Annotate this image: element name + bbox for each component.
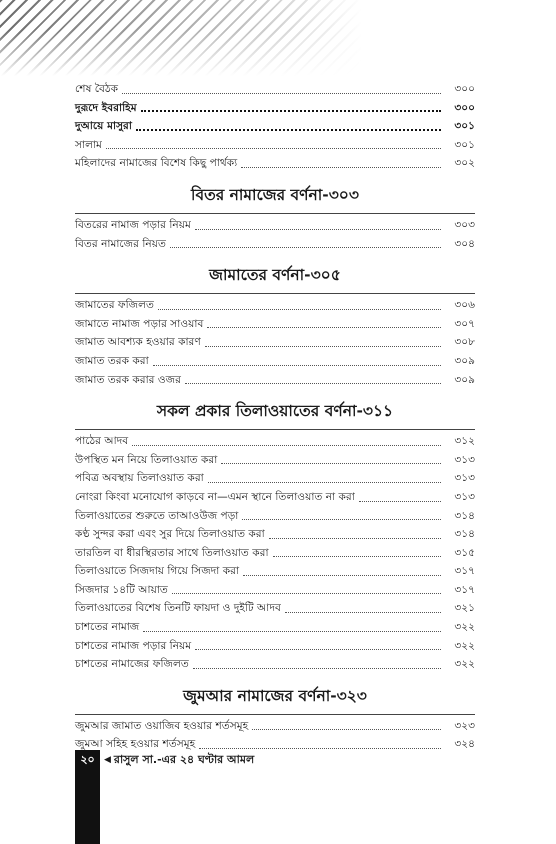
toc-entry-title: জামাতের ফজিলত bbox=[75, 299, 154, 312]
triangle-left-icon: ◀ bbox=[104, 755, 111, 765]
toc-entry-page: ৩১৩ bbox=[454, 453, 475, 466]
dot-leader bbox=[158, 308, 441, 310]
toc-entry-page: ৩১৪ bbox=[454, 528, 475, 541]
dot-leader bbox=[136, 128, 441, 131]
toc-entry-title: নোংরা কিংবা মনোযোগ কাড়বে না—এমন স্থানে তিলাওয়াত না করা bbox=[75, 490, 355, 503]
toc-entry[interactable] bbox=[75, 581, 475, 600]
toc-entry-page: ৩০৯ bbox=[454, 373, 475, 386]
toc-entry[interactable] bbox=[75, 655, 475, 674]
toc-entry[interactable] bbox=[75, 525, 475, 544]
toc-entry-page: ৩০৮ bbox=[454, 336, 475, 349]
toc-entry-page: ৩০৬ bbox=[454, 299, 475, 312]
toc-entry-title: চাশতের নামাজ পড়ার নিয়ম bbox=[75, 639, 192, 652]
toc-entry-title: জামাত তরক করার ওজর bbox=[75, 373, 181, 386]
toc-entry-title: সালাম bbox=[75, 138, 102, 151]
toc-entry-title: পাঠের আদব bbox=[75, 435, 129, 448]
toc-entry-title: শেষ বৈঠক bbox=[75, 83, 119, 95]
toc-entry-title: পবিত্র অবস্থায় তিলাওয়াত করা bbox=[75, 472, 204, 485]
toc-entry-page: ৩০০ bbox=[454, 101, 475, 114]
dot-leader bbox=[205, 345, 441, 347]
toc-entry[interactable] bbox=[75, 216, 475, 235]
page-number: ২০ bbox=[75, 750, 100, 770]
toc-entry-page: ৩০১ bbox=[454, 138, 475, 151]
dot-leader bbox=[359, 500, 441, 502]
toc-entry[interactable] bbox=[75, 488, 475, 507]
section-heading: জুমআর নামাজের বর্ণনা-৩২৩ bbox=[75, 678, 475, 715]
toc-entry[interactable] bbox=[75, 352, 475, 371]
toc-entry-title: বিতরের নামাজ পড়ার নিয়ম bbox=[75, 218, 191, 231]
dot-leader bbox=[153, 364, 441, 366]
dot-leader bbox=[170, 246, 441, 248]
toc-entry-page: ৩২২ bbox=[454, 621, 475, 634]
book-title: রাসুল সা.-এর ২৪ ঘণ্টার আমল bbox=[113, 752, 255, 766]
toc-entry-page: ৩২১ bbox=[454, 602, 475, 615]
toc-entry-page: ৩১৪ bbox=[454, 509, 475, 522]
toc-entry[interactable] bbox=[75, 235, 475, 254]
dot-leader bbox=[221, 462, 441, 464]
toc-entry[interactable] bbox=[75, 618, 475, 637]
dot-leader bbox=[122, 92, 441, 94]
toc-entry[interactable] bbox=[75, 371, 475, 390]
toc-entry-page: ৩০০ bbox=[454, 83, 475, 95]
toc-entry-title: বিতর নামাজের নিয়ত bbox=[75, 237, 166, 250]
toc-entry-title: জামাতে নামাজ পড়ার সাওয়াব bbox=[75, 317, 204, 330]
toc-entry-page: ৩২৩ bbox=[454, 719, 475, 732]
toc-entry[interactable] bbox=[75, 154, 475, 173]
toc-entry[interactable] bbox=[75, 432, 475, 451]
section-heading: সকল প্রকার তিলাওয়াতের বর্ণনা-৩১১ bbox=[75, 393, 475, 430]
section-heading: বিতর নামাজের বর্ণনা-৩০৩ bbox=[75, 177, 475, 214]
toc-entry-page: ৩২২ bbox=[454, 639, 475, 652]
dot-leader bbox=[242, 518, 441, 520]
dot-leader bbox=[199, 747, 441, 749]
toc-entry-page: ৩০৩ bbox=[454, 218, 475, 231]
toc-entry-page: ৩১৭ bbox=[454, 565, 475, 578]
table-of-contents bbox=[75, 80, 475, 754]
dot-leader bbox=[207, 326, 441, 328]
dot-leader bbox=[195, 228, 441, 230]
toc-entry[interactable] bbox=[75, 717, 475, 736]
toc-entry[interactable] bbox=[75, 469, 475, 488]
toc-entry-title: তারতিল বা ধীরস্থিরতার সাথে তিলাওয়াত করা bbox=[75, 546, 269, 559]
toc-entry-title: কণ্ঠ সুন্দর করা এবং সুর দিয়ে তিলাওয়াত করা bbox=[75, 528, 265, 541]
toc-entry[interactable] bbox=[75, 80, 475, 99]
toc-entry[interactable] bbox=[75, 599, 475, 618]
toc-entry[interactable] bbox=[75, 544, 475, 563]
section-heading: জামাতের বর্ণনা-৩০৫ bbox=[75, 257, 475, 294]
toc-entry[interactable] bbox=[75, 562, 475, 581]
toc-entry-title: জামাত আবশ্যক হওয়ার কারণ bbox=[75, 336, 201, 349]
toc-entry-title: মহিলাদের নামাজের বিশেষ কিছু পার্থক্য bbox=[75, 157, 238, 170]
dot-leader bbox=[243, 574, 441, 576]
toc-entry[interactable] bbox=[75, 451, 475, 470]
corner-hatch-fade-bottom bbox=[0, 0, 556, 76]
toc-entry[interactable] bbox=[75, 136, 475, 155]
dot-leader bbox=[106, 147, 441, 149]
toc-entry[interactable] bbox=[75, 117, 475, 136]
toc-entry[interactable] bbox=[75, 637, 475, 656]
toc-entry-page: ৩১২ bbox=[454, 435, 475, 448]
toc-entry-title: দুআয়ে মাসুরা bbox=[75, 120, 132, 133]
dot-leader bbox=[132, 444, 441, 446]
dot-leader bbox=[252, 728, 441, 730]
toc-entry-title: চাশতের নামাজের ফজিলত bbox=[75, 658, 189, 671]
toc-entry-title: চাশতের নামাজ bbox=[75, 621, 140, 634]
dot-leader bbox=[208, 481, 441, 483]
toc-entry-title: তিলাওয়াতের বিশেষ তিনটি ফায়দা ও দুইটি আদব bbox=[75, 602, 281, 615]
toc-entry-title: তিলাওয়াতে সিজদায় গিয়ে সিজদা করা bbox=[75, 565, 240, 578]
toc-entry-page: ৩০২ bbox=[454, 157, 475, 170]
toc-entry-page: ৩০৯ bbox=[454, 354, 475, 367]
dot-leader bbox=[269, 537, 441, 539]
toc-entry-page: ৩০৪ bbox=[454, 237, 475, 250]
toc-entry-title: তিলাওয়াতের শুরুতে তাআওউজ পড়া bbox=[75, 509, 239, 522]
toc-entry-page: ৩২৪ bbox=[454, 738, 475, 751]
dot-leader bbox=[172, 592, 441, 594]
toc-entry-title: জামাত তরক করা bbox=[75, 354, 149, 367]
toc-entry-page: ৩০১ bbox=[454, 120, 475, 133]
page-footer bbox=[75, 750, 254, 770]
dot-leader bbox=[241, 166, 441, 168]
toc-entry[interactable] bbox=[75, 296, 475, 315]
toc-entry-page: ৩০৭ bbox=[454, 317, 475, 330]
dot-leader bbox=[285, 611, 441, 613]
toc-entry-title: জুমআর জামাত ওয়াজিব হওয়ার শর্তসমূহ bbox=[75, 719, 249, 732]
toc-entry-page: ৩১৭ bbox=[454, 583, 475, 596]
toc-entry-title: জুমআ সহিহ হওয়ার শর্তসমূহ bbox=[75, 738, 196, 751]
dot-leader bbox=[141, 109, 441, 112]
dot-leader bbox=[143, 630, 441, 632]
toc-entry-page: ৩২২ bbox=[454, 658, 475, 671]
dot-leader bbox=[185, 382, 441, 384]
toc-entry-title: উপস্থিত মন নিয়ে তিলাওয়াত করা bbox=[75, 453, 218, 466]
dot-leader bbox=[195, 648, 441, 650]
toc-entry[interactable] bbox=[75, 333, 475, 352]
toc-entry-page: ৩১৩ bbox=[454, 490, 475, 503]
toc-entry-title: সিজদার ১৪টি আয়াত bbox=[75, 583, 168, 596]
toc-entry-title: দুরূদে ইবরাহিম bbox=[75, 101, 137, 114]
toc-entry-page: ৩১৫ bbox=[454, 546, 475, 559]
toc-entry[interactable] bbox=[75, 507, 475, 526]
dot-leader bbox=[273, 555, 441, 557]
toc-entry[interactable] bbox=[75, 99, 475, 118]
toc-entry[interactable] bbox=[75, 315, 475, 334]
dot-leader bbox=[193, 667, 441, 669]
toc-entry-page: ৩১৩ bbox=[454, 472, 475, 485]
